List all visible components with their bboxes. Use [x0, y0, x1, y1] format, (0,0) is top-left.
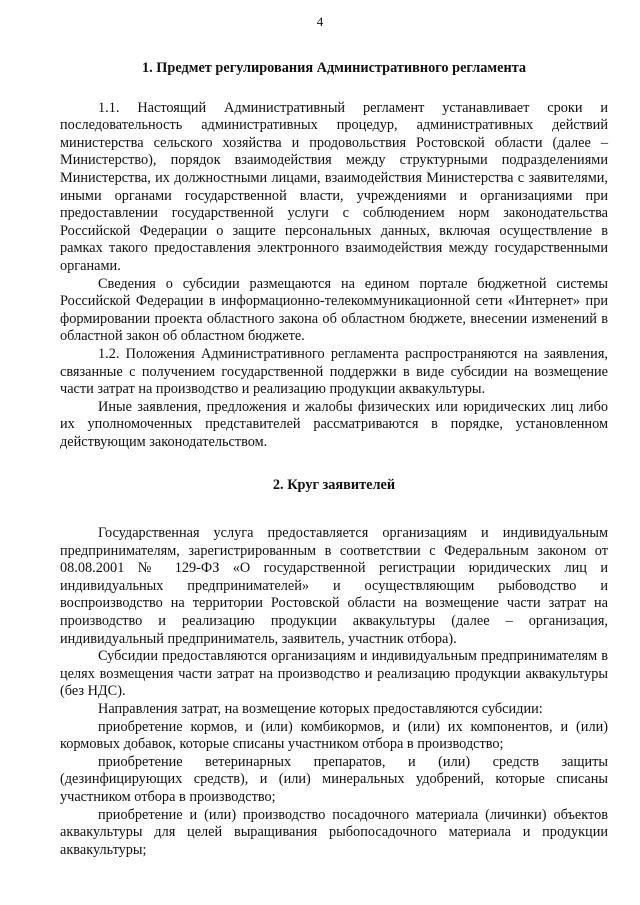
section-2-title: 2. Круг заявителей — [272, 477, 396, 494]
list-item-veterinary: приобретение ветеринарных препаратов, и (или) средств защиты (дезинфицирующих средств), и (или) минеральных удобрений, которые списаны участником отбора в производство; — [60, 753, 608, 805]
document-body — [60, 60, 608, 859]
paragraph-other-applications: Иные заявления, предложения и жалобы физических или юридических лиц либо их уполномоченных представителей рассматриваются в порядке, установленном действующим законодательством. — [60, 398, 608, 450]
paragraph-subsidy-info: Сведения о субсидии размещаются на едином портале бюджетной системы Российской Федерации в информационно-телекоммуникационной сети «Интернет» при формировании проекта областного закона об областном бюджете, внесении изменений в областной закон об областном бюджете. — [60, 275, 608, 345]
section-1-title: 1. Предмет регулирования Административного регламента — [141, 60, 527, 76]
paragraph-subsidy-purpose: Субсидии предоставляются организациям и индивидуальным предпринимателям в целях возмещения части затрат на производство и реализацию продукции аквакультуры (без НДС). — [60, 648, 608, 700]
paragraph-cost-directions: Направления затрат, на возмещение которых предоставляются субсидии: — [98, 701, 543, 717]
list-item-planting-material: приобретение и (или) производство посадочного материала (личинки) объектов аквакультуры для целей выращивания рыбопосадочного материала и продукции аквакультуры; — [60, 806, 608, 858]
paragraph-1-2: 1.2. Положения Административного регламента распространяются на заявления, связанные с получением государственной поддержки в виде субсидии на возмещение части затрат на производство и реализацию продукции аквакультуры. — [60, 345, 608, 398]
paragraph-service-recipients: Государственная услуга предоставляется организациям и индивидуальным предпринимателям, зарегистрированным в соответствии с Федеральным законом от 08.08.2001 № 129-ФЗ «О государственной регистрации юридических лиц и индивидуальных предпринимателей» и осуществляющим рыбоводство и воспроизводство на территории Ростовской области на возмещение части затрат на производство и реализацию продукции аквакультуры (далее – организация, индивидуальный предприниматель, заявитель, участник отбора). — [60, 525, 608, 647]
list-item-feed: приобретение кормов, и (или) комбикормов, и (или) их компонентов, и (или) кормовых добавок, которые списаны участником отбора в производство; — [60, 718, 608, 753]
page-number: 4 — [316, 14, 324, 29]
paragraph-1-1: 1.1. Настоящий Административный регламент устанавливает сроки и последовательность административных процедур, административных действий министерства сельского хозяйства и продовольствия Ростовской области (далее – Министерство), порядок взаимодействия между структурными подразделениями Министерства, их должностными лицами, взаимодействия Министерства с заявителями, иными органами государственной власти, учреждениями и организациями при предоставлении государственной услуги с соблюдением норм законодательства Российской Федерации о защите персональных данных, включая осуществление в рамках такого предоставления электронного взаимодействия между государственными органами. — [60, 99, 608, 274]
